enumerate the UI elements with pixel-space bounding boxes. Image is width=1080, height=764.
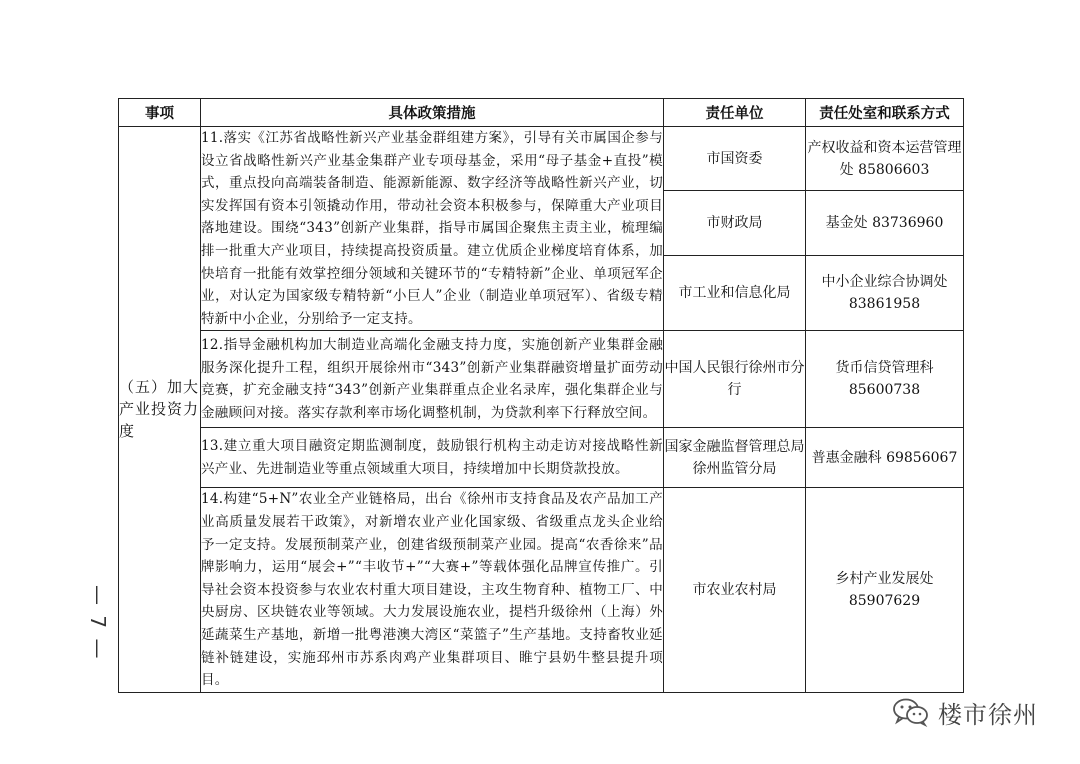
unit-cell: 国家金融监督管理总局徐州监管分局 — [664, 428, 806, 488]
unit-cell: 市国资委 — [664, 127, 806, 191]
page-number: — 7 — — [86, 585, 110, 661]
unit-cell: 中国人民银行徐州市分行 — [664, 331, 806, 428]
measure-cell: 14.构建“5+N”农业全产业链格局，出台《徐州市支持食品及农产品加工产业高质量发展若干政策》，对新增农业产业化国家级、省级重点龙头企业给予一定支持。发展预制菜产业，创建省级预制菜产业园。提高“农香徐来”品牌影响力，运用“展会+”“丰收节+”“大赛+”等载体强化品牌宣传推广。引导社会资本投资参与农业农村重大项目建设，主攻生物育种、植物工厂、中央厨房、区块链农业等领域。大力发展设施农业，提档升级徐州（上海）外延蔬菜生产基地，新增一批粤港澳大湾区“菜篮子”生产基地。支持畜牧业延链补链建设，实施邳州市苏系肉鸡产业集群项目、睢宁县奶牛整县提升项目。 — [201, 488, 664, 692]
table-row — [119, 331, 964, 428]
table-row — [119, 127, 964, 191]
contact-cell: 普惠金融科 69856067 — [806, 428, 964, 488]
unit-cell: 市工业和信息化局 — [664, 256, 806, 331]
unit-cell: 市农业农村局 — [664, 488, 806, 692]
policy-table — [118, 98, 964, 693]
header-measures: 具体政策措施 — [201, 99, 664, 127]
contact-cell: 货币信贷管理科 85600738 — [806, 331, 964, 428]
measure-cell: 12.指导金融机构加大制造业高端化金融支持力度，实施创新产业集群金融服务深化提升工程，组织开展徐州市“343”创新产业集群融资增量扩面劳动竞赛，扩充金融支持“343”创新产业集群重点企业名录库，强化集群企业与金融顾问对接。落实存款利率市场化调整机制，为贷款利率下行释放空间。 — [201, 331, 664, 428]
item-cell: （五）加大产业投资力度 — [119, 127, 201, 693]
header-unit: 责任单位 — [664, 99, 806, 127]
table-header-row — [119, 99, 964, 127]
contact-cell: 乡村产业发展处 85907629 — [806, 488, 964, 692]
contact-cell: 基金处 83736960 — [806, 191, 964, 256]
table-row — [119, 428, 964, 488]
measure-cell: 13.建立重大项目融资定期监测制度，鼓励银行机构主动走访对接战略性新兴产业、先进制造业等重点领域重大项目，持续增加中长期贷款投放。 — [201, 428, 664, 488]
watermark — [892, 692, 1038, 732]
table-row — [119, 488, 964, 692]
measure-cell: 11.落实《江苏省战略性新兴产业基金群组建方案》，引导有关市属国企参与设立省战略性新兴产业基金集群产业专项母基金，采用“母子基金+直投”模式，重点投向高端装备制造、能源新能源、数字经济等战略性新兴产业，切实发挥国有资本引领撬动作用，带动社会资本积极参与，保障重大产业项目落地建设。围绕“343”创新产业集群，指导市属国企聚焦主责主业，梳理编排一批重大产业项目，持续提高投资质量。建立优质企业梯度培育体系，加快培育一批能有效掌控细分领域和关键环节的“专精特新”企业、单项冠军企业，对认定为国家级专精特新“小巨人”企业（制造业单项冠军）、省级专精特新中小企业，分别给予一定支持。 — [201, 127, 664, 331]
watermark-text: 楼市徐州 — [938, 700, 1038, 729]
contact-cell: 中小企业综合协调处 83861958 — [806, 256, 964, 331]
wechat-icon — [892, 697, 930, 727]
contact-cell: 产权收益和资本运营管理处 85806603 — [806, 127, 964, 191]
unit-cell: 市财政局 — [664, 191, 806, 256]
header-item: 事项 — [119, 99, 201, 127]
header-contact: 责任处室和联系方式 — [806, 99, 964, 127]
